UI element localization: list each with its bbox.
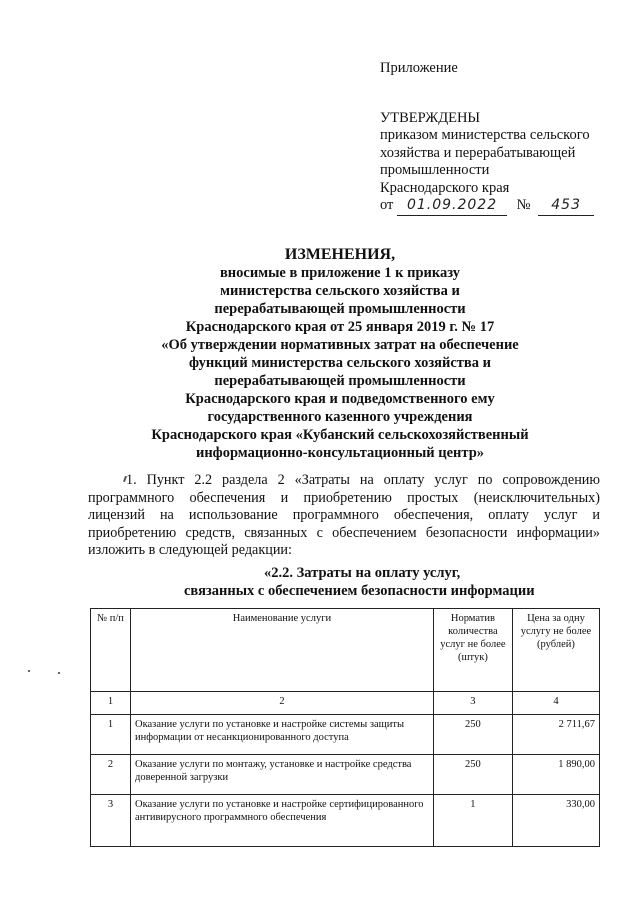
approval-block [380, 60, 630, 216]
title-line-8: Краснодарского края и подведомственного ему [185, 391, 495, 407]
table-row [91, 795, 600, 847]
title-line-2: министерства сельского хозяйства и [220, 283, 460, 299]
row-price: 2 711,67 [512, 715, 599, 755]
section-subtitle [88, 564, 600, 600]
body-paragraph [88, 472, 600, 560]
header-num: № п/п [91, 609, 131, 692]
title-line-3: перерабатывающей промышленности [214, 301, 466, 317]
paragraph-text: 1. Пункт 2.2 раздела 2 «Затраты на оплату услуг по сопровождению программного обеспечения и приобретению простых (неисключительных) лицензий на использование программного обеспечения, оплату услуг и приобретению средств, связанных с обеспечением безопасности информации» изложить в следующей редакции: [88, 472, 600, 559]
annex-label: Приложение [380, 60, 458, 76]
subtitle-line-1: «2.2. Затраты на оплату услуг, [264, 565, 461, 581]
approval-line-1: приказом министерства сельского [380, 127, 590, 143]
header-name: Наименование услуги [130, 609, 433, 692]
table-row [91, 755, 600, 795]
col-number-1: 1 [91, 692, 131, 715]
title-line-5: «Об утверждении нормативных затрат на обеспечение [161, 337, 519, 353]
approval-date-line [380, 197, 630, 216]
row-name: Оказание услуги по установке и настройке системы защиты информации от несанкционированного доступа [130, 715, 433, 755]
scan-speck [28, 670, 30, 672]
approval-line-3: промышленности [380, 162, 490, 178]
handwritten-date: 01.09.2022 [397, 197, 507, 216]
row-name: Оказание услуги по монтажу, установке и настройке средства доверенной загрузки [130, 755, 433, 795]
title-main: ИЗМЕНЕНИЯ, [284, 246, 396, 263]
header-price: Цена за одну услугу не более (рублей) [512, 609, 599, 692]
row-num: 3 [91, 795, 131, 847]
approval-line-2: хозяйства и перерабатывающей [380, 144, 576, 161]
col-number-4: 4 [512, 692, 599, 715]
title-line-1: вносимые в приложение 1 к приказу [219, 265, 461, 281]
title-line-9: государственного казенного учреждения [207, 409, 473, 425]
title-line-11: информационно-консультационный центр» [195, 445, 485, 461]
spacer [380, 78, 630, 110]
approved-label: УТВЕРЖДЕНЫ [380, 109, 481, 126]
handwritten-number: 453 [538, 197, 594, 216]
col-number-3: 3 [433, 692, 512, 715]
approval-line-4: Краснодарского края [380, 179, 510, 196]
date-prefix: от [380, 197, 394, 213]
col-number-2: 2 [130, 692, 433, 715]
row-num: 1 [91, 715, 131, 755]
row-price: 330,00 [512, 795, 599, 847]
title-line-10: Краснодарского края «Кубанский сельскохозяйственный [151, 427, 529, 443]
title-line-7: перерабатывающей промышленности [214, 373, 466, 389]
row-num: 2 [91, 755, 131, 795]
title-line-6: функций министерства сельского хозяйства и [189, 355, 491, 371]
header-norm: Норматив количества услуг не более (штук) [433, 609, 512, 692]
row-name: Оказание услуги по установке и настройке сертифицированного антивирусного программного обеспечения [130, 795, 433, 847]
document-title [70, 246, 610, 462]
services-table [90, 608, 600, 847]
row-qty: 1 [433, 795, 512, 847]
row-price: 1 890,00 [512, 755, 599, 795]
table-row [91, 715, 600, 755]
title-line-4: Краснодарского края от 25 января 2019 г. № 17 [185, 319, 495, 335]
column-number-row [91, 692, 600, 715]
row-qty: 250 [433, 755, 512, 795]
subtitle-line-2: связанных с обеспечением безопасности информации [184, 583, 535, 599]
scan-speck [58, 672, 60, 674]
row-qty: 250 [433, 715, 512, 755]
number-sign: № [516, 197, 531, 213]
table-header-row [91, 609, 600, 692]
